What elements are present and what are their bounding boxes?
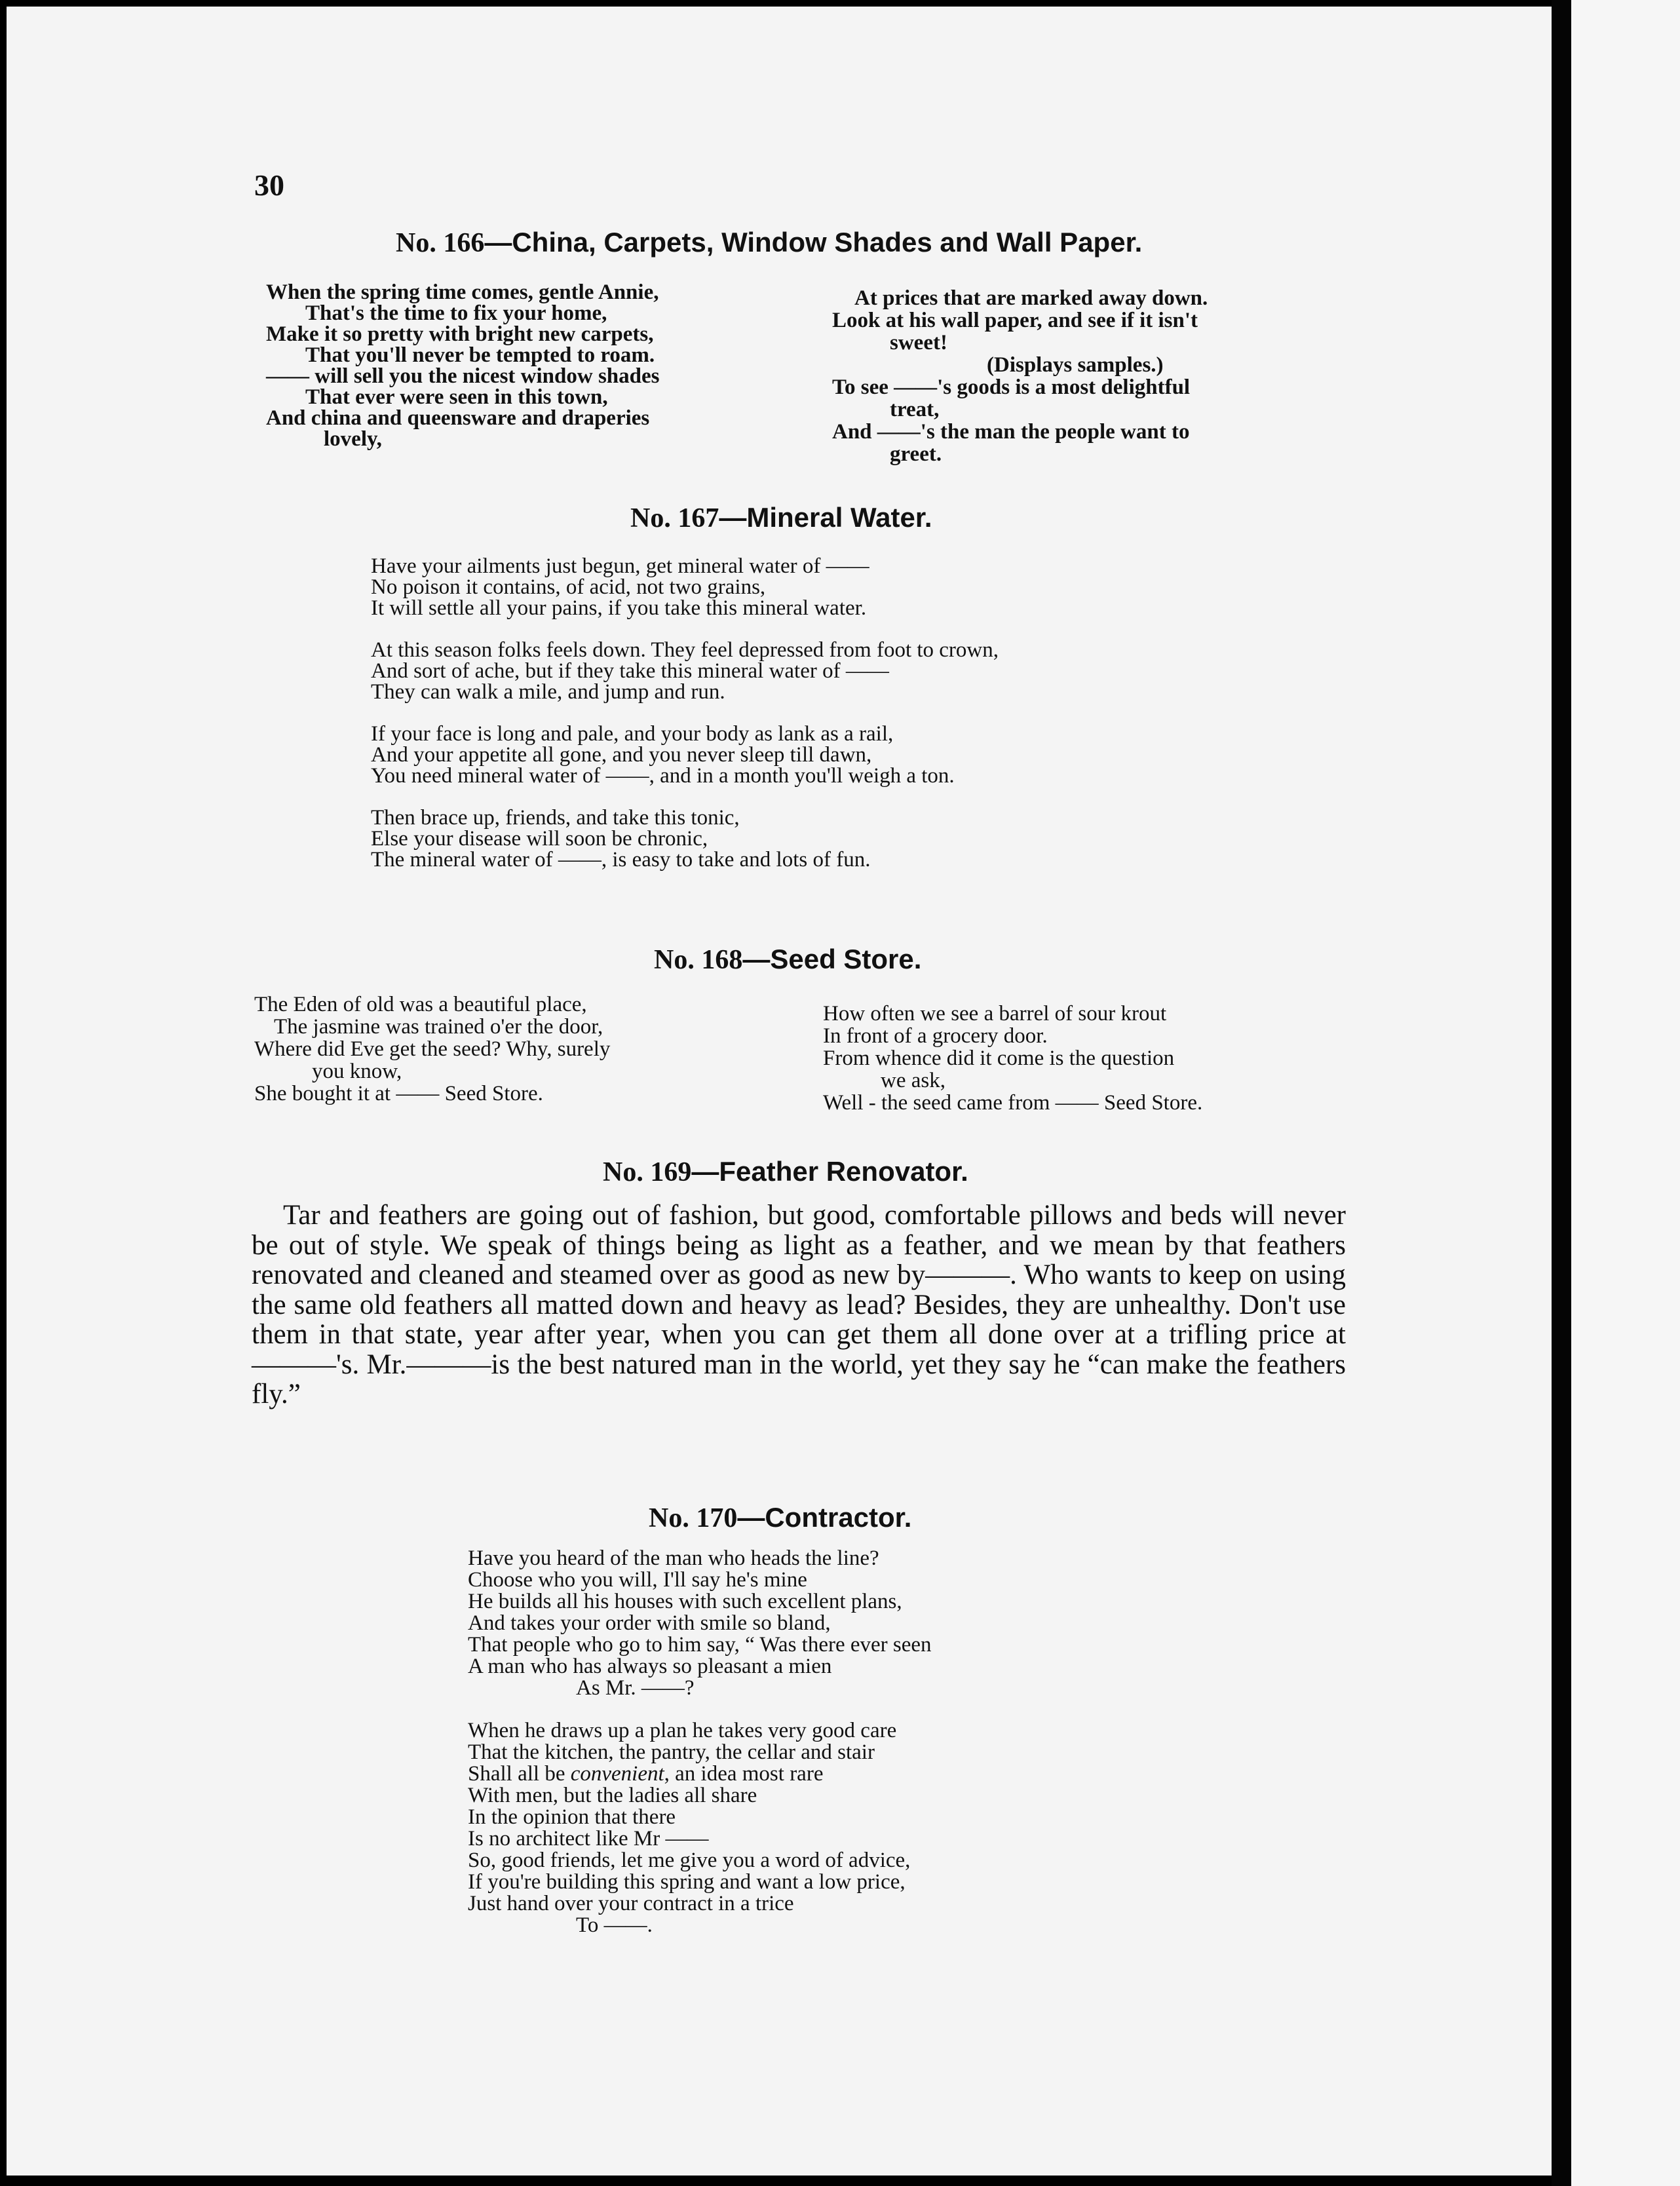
section-169-paragraph: Tar and feathers are going out of fashion, but good, comfortable pillows and beds will never be out of style. We speak of things being as light as a feather, and we mean by that feathers renovated and cleaned and steamed over as good as new by———. Who wants to keep on using the same old feathers all matted down and heavy as lead? Besides, they are unhealthy. Don't use them in that state, year after year, when you can get them all done over at a trifling price at———'s. Mr.———is the best natured man in the world, yet they say he “can make the feathers fly.” [252,1200,1346,1409]
section-168-title: —Seed Store. [742,944,922,974]
page-gutter [1552,0,1571,2186]
verse-line: lovely, [324,427,382,451]
verse-text: , an idea most rare [664,1762,824,1786]
verse-line: Well - the seed came from —— Seed Store. [823,1091,1203,1115]
section-167-title: —Mineral Water. [719,502,932,533]
verse-line: Is no architect like Mr —— [468,1827,709,1850]
section-169-title: —Feather Renovator. [691,1156,968,1187]
next-page-edge [1571,0,1680,2186]
verse-line: (Displays samples.) [987,353,1164,377]
verse-line: With men, but the ladies all share [468,1784,757,1807]
section-166-heading [396,227,1142,259]
verse-line: When the spring time comes, gentle Annie, [266,280,659,304]
section-170-heading [649,1502,911,1534]
verse-line [468,1763,932,1785]
emphasized-word: convenient [570,1762,664,1786]
verse-line: Have you heard of the man who heads the line? [468,1546,879,1570]
verse-line: At prices that are marked away down. [854,286,1208,310]
verse-line: greet. [890,442,942,466]
verse-line: In front of a grocery door. [823,1024,1048,1048]
verse-line: How often we see a barrel of sour krout [823,1002,1167,1026]
verse-line: And takes your order with smile so bland, [468,1611,831,1635]
verse-line: Just hand over your contract in a trice [468,1892,794,1915]
verse-line: A man who has always so pleasant a mien [468,1655,832,1678]
verse-line: No poison it contains, of acid, not two grains, [371,575,766,599]
verse-line: He builds all his houses with such excellent plans, [468,1590,902,1613]
verse-line: The jasmine was trained o'er the door, [274,1015,603,1039]
section-166-left-verse [266,282,659,450]
verse-line: You need mineral water of ——, and in a month you'll weigh a ton. [371,764,955,788]
verse-line: we ask, [881,1069,945,1092]
section-168-right-verse [823,1003,1202,1114]
verse-line: Look at his wall paper, and see if it isn't [832,309,1198,332]
verse-line: Make it so pretty with bright new carpets, [266,322,654,346]
verse-line: To see ——'s goods is a most delightful [832,375,1191,399]
verse-line: treat, [890,398,940,421]
section-166-title: —China, Carpets, Window Shades and Wall Paper. [484,227,1143,258]
verse-line: And ——'s the man the people want to [832,420,1190,444]
verse-line: That ever were seen in this town, [305,385,608,409]
verse-line: Where did Eve get the seed? Why, surely [254,1037,611,1061]
verse-line: As Mr. ——? [576,1676,695,1700]
verse-line: And sort of ache, but if they take this mineral water of —— [371,659,889,683]
verse-line: They can walk a mile, and jump and run. [371,680,725,704]
verse-line: At this season folks feels down. They feel depressed from foot to crown, [371,638,999,662]
verse-text: Shall all be [468,1762,571,1786]
verse-line: sweet! [890,331,947,355]
verse-line: Choose who you will, I'll say he's mine [468,1568,807,1592]
verse-line: If you're building this spring and want a low price, [468,1870,906,1894]
section-169-number: No. 169 [603,1157,692,1187]
verse-line: She bought it at —— Seed Store. [254,1082,543,1105]
verse-line: you know, [312,1060,402,1083]
section-170-title: —Contractor. [737,1502,912,1533]
verse-line: If your face is long and pale, and your body as lank as a rail, [371,722,894,746]
section-168-left-verse [254,993,610,1105]
section-169-heading [603,1156,968,1188]
section-170-verse [468,1548,932,1936]
verse-line: So, good friends, let me give you a word of advice, [468,1849,911,1872]
section-167-verse [371,556,999,870]
section-166-right-verse [832,287,1208,465]
verse-line: The Eden of old was a beautiful place, [254,993,587,1016]
verse-line: That people who go to him say, “ Was there ever seen [468,1633,932,1657]
verse-line: From whence did it come is the question [823,1046,1175,1070]
section-167-number: No. 167 [630,503,719,533]
verse-line: —— will sell you the nicest window shades [266,364,660,388]
section-166-number: No. 166 [396,228,485,258]
verse-line: Have your ailments just begun, get mineral water of —— [371,554,869,578]
verse-line: That's the time to fix your home, [305,301,607,325]
verse-line: And your appetite all gone, and you never sleep till dawn, [371,743,872,767]
verse-line: That the kitchen, the pantry, the cellar and stair [468,1740,875,1764]
section-170-number: No. 170 [649,1503,738,1533]
verse-line: That you'll never be tempted to roam. [305,343,655,367]
verse-line: The mineral water of ——, is easy to take and lots of fun. [371,848,871,872]
section-167-heading [630,502,932,534]
page-number: 30 [254,168,284,202]
section-168-heading [654,944,921,976]
verse-line: Then brace up, friends, and take this tonic, [371,806,740,830]
verse-line: It will settle all your pains, if you take this mineral water. [371,596,867,620]
verse-line: To ——. [576,1913,653,1937]
verse-line: When he draws up a plan he takes very good care [468,1719,897,1742]
verse-line: In the opinion that there [468,1805,676,1829]
section-168-number: No. 168 [654,945,743,975]
verse-line: Else your disease will soon be chronic, [371,827,708,851]
verse-line: And china and queensware and draperies [266,406,650,430]
